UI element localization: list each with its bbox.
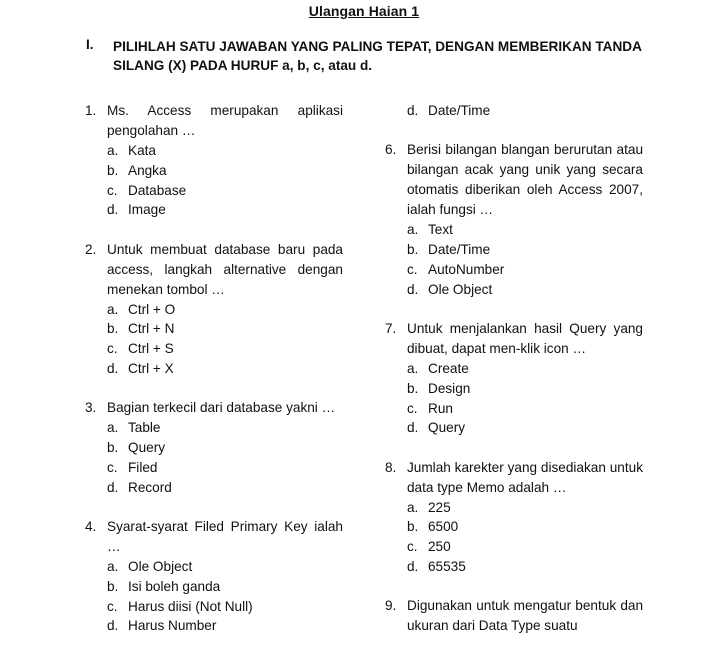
option-a[interactable] <box>107 141 343 161</box>
option-a[interactable] <box>107 300 343 320</box>
option-letter: d. <box>107 202 119 218</box>
left-column <box>85 101 343 656</box>
question-text: Syarat-syarat Filed Primary Key ialah … <box>107 519 343 555</box>
question-7 <box>385 319 643 438</box>
option-letter: d. <box>107 479 119 495</box>
option-text: Isi boleh ganda <box>128 578 221 594</box>
option-b[interactable] <box>107 577 343 597</box>
option-letter: c. <box>107 598 118 614</box>
option-letter: d. <box>407 559 419 575</box>
option-d[interactable] <box>107 200 343 220</box>
option-text: Record <box>128 479 172 495</box>
option-text: Table <box>128 420 161 436</box>
option-text: 6500 <box>428 519 459 535</box>
option-text: 65535 <box>428 559 466 575</box>
instruction-letters: a, b, c, atau d <box>282 58 369 73</box>
option-b[interactable] <box>107 319 343 339</box>
option-letter: b. <box>107 162 119 178</box>
option-text: 225 <box>428 499 451 515</box>
option-letter: c. <box>407 400 418 416</box>
option-letter: a. <box>107 559 119 575</box>
option-letter: b. <box>107 578 119 594</box>
option-text: Ctrl + O <box>128 301 176 317</box>
option-letter: a. <box>407 499 419 515</box>
question-number: 7. <box>385 320 397 336</box>
page-title: Ulangan Haian 1 <box>308 3 420 19</box>
option-d[interactable] <box>407 280 643 300</box>
instruction-period: . <box>368 58 373 73</box>
question-text: Untuk membuat database baru pada access, langkah alternative dengan menekan tombol … <box>107 241 343 297</box>
option-text: Design <box>428 380 471 396</box>
option-text: Query <box>128 440 166 456</box>
option-c[interactable] <box>107 181 343 201</box>
instruction-main: PILIHLAH SATU JAWABAN YANG PALING TEPAT, DENGAN MEMBERIKAN TANDA SILANG (X) PADA HURUF <box>113 39 642 73</box>
option-letter: b. <box>407 242 419 258</box>
question-text: Berisi bilangan blangan berurutan atau bilangan acak yang unik yang secara otomatis diberikan oleh Access 2007, ialah fungsi … <box>407 142 643 218</box>
option-text: Query <box>428 420 466 436</box>
question-number: 9. <box>385 598 397 614</box>
question-2 <box>85 240 343 379</box>
option-letter: a. <box>107 301 119 317</box>
option-text: Create <box>428 360 469 376</box>
option-letter: c. <box>107 341 118 357</box>
option-text: Date/Time <box>428 103 491 118</box>
question-6 <box>385 140 643 299</box>
option-c[interactable] <box>407 260 643 280</box>
option-c[interactable] <box>107 597 343 617</box>
option-d[interactable] <box>407 418 643 438</box>
option-letter: b. <box>407 380 419 396</box>
option-text: 250 <box>428 539 451 555</box>
option-a[interactable] <box>107 557 343 577</box>
option-b[interactable] <box>107 438 343 458</box>
option-text: Date/Time <box>428 242 491 258</box>
option-b[interactable] <box>407 379 643 399</box>
option-a[interactable] <box>107 418 343 438</box>
option-c[interactable] <box>107 458 343 478</box>
question-number: 2. <box>85 241 97 257</box>
option-letter: a. <box>407 222 419 238</box>
option-b[interactable] <box>407 240 643 260</box>
question-8 <box>385 458 643 577</box>
question-text: Jumlah karekter yang disediakan untuk data type Memo adalah … <box>407 459 643 495</box>
option-letter: d. <box>407 420 419 436</box>
option-letter: a. <box>107 143 119 158</box>
option-letter: d. <box>107 361 119 377</box>
option-letter: a. <box>107 420 119 436</box>
option-text: AutoNumber <box>428 261 505 277</box>
option-text: Database <box>128 182 187 198</box>
right-column <box>385 101 643 656</box>
option-d[interactable] <box>407 101 643 121</box>
question-number: 6. <box>385 142 397 158</box>
option-letter: d. <box>107 618 119 634</box>
option-text: Ctrl + N <box>128 321 175 337</box>
question-text: Ms. Access merupakan aplikasi pengolahan … <box>107 103 343 138</box>
option-b[interactable] <box>407 517 643 537</box>
option-text: Ctrl + S <box>128 341 174 357</box>
question-1 <box>85 101 343 220</box>
option-d[interactable] <box>407 557 643 577</box>
option-text: Ole Object <box>428 281 493 297</box>
option-letter: a. <box>407 360 419 376</box>
question-4 <box>85 517 343 636</box>
option-letter: b. <box>107 440 119 456</box>
option-letter: b. <box>107 321 119 337</box>
question-5-continued <box>385 101 643 121</box>
option-d[interactable] <box>107 616 343 636</box>
question-number: 3. <box>85 400 97 416</box>
question-number: 4. <box>85 519 97 535</box>
option-c[interactable] <box>407 399 643 419</box>
question-number: 1. <box>85 103 97 118</box>
option-letter: d. <box>407 103 419 118</box>
option-letter: c. <box>407 261 418 277</box>
option-text: Angka <box>128 162 167 178</box>
option-letter: c. <box>107 459 118 475</box>
option-letter: c. <box>407 539 418 555</box>
option-d[interactable] <box>107 478 343 498</box>
instruction-text <box>113 37 653 75</box>
option-d[interactable] <box>107 359 343 379</box>
option-c[interactable] <box>407 537 643 557</box>
option-text: Filed <box>128 459 158 475</box>
option-text: Ole Object <box>128 559 193 575</box>
option-letter: c. <box>107 182 118 198</box>
option-a[interactable] <box>407 220 643 240</box>
option-c[interactable] <box>107 339 343 359</box>
question-9 <box>385 596 643 636</box>
option-text: Kata <box>128 143 156 158</box>
question-3 <box>85 398 343 497</box>
option-text: Image <box>128 202 166 218</box>
option-text: Harus diisi (Not Null) <box>128 598 253 614</box>
option-text: Text <box>428 222 453 238</box>
option-letter: d. <box>407 281 419 297</box>
question-text: Bagian terkecil dari database yakni … <box>107 400 336 416</box>
question-text: Digunakan untuk mengatur bentuk dan ukuran dari Data Type suatu <box>407 598 643 634</box>
option-text: Run <box>428 400 453 416</box>
option-text: Harus Number <box>128 618 217 634</box>
option-a[interactable] <box>407 359 643 379</box>
question-number: 8. <box>385 459 397 475</box>
option-a[interactable] <box>407 498 643 518</box>
option-text: Ctrl + X <box>128 361 174 377</box>
option-b[interactable] <box>107 161 343 181</box>
option-letter: b. <box>407 519 419 535</box>
section-number: I. <box>86 37 94 52</box>
question-text: Untuk menjalankan hasil Query yang dibuat, dapat men-klik icon … <box>407 320 643 356</box>
